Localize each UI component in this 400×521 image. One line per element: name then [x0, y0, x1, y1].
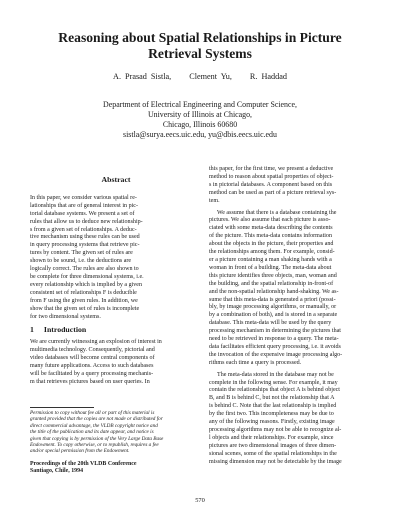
- body-line: the building, and the spatial relationship in-front-of: [209, 280, 334, 287]
- body-line: method can be used as part of a picture retrieval sys-: [209, 189, 337, 196]
- body-line: tem.: [209, 197, 220, 204]
- body-line: about the objects in the picture, their properties and: [209, 241, 334, 248]
- body-line: is behind C. Note that the last relationship is implied: [209, 403, 337, 410]
- body-line: s in pictorial databases. A component based on this: [209, 181, 333, 188]
- title-line-1: Reasoning about Spatial Relationships in Picture: [58, 30, 342, 45]
- affiliation-line-1: Department of Electrical Engineering and Computer Science,: [103, 100, 297, 109]
- intro-line: many future applications. Access to such databases: [30, 363, 154, 370]
- abstract-line: for two dimensional systems.: [30, 313, 101, 320]
- abstract-line: from F using the given rules. In addition, we: [30, 297, 138, 304]
- body-line: this paper, for the first time, we present a deductive: [209, 166, 334, 172]
- permission-footnote: [30, 410, 202, 455]
- body-line: sional scenes, some of the spatial relationships in the: [209, 450, 337, 457]
- abstract-line: rules that allow us to deduce new relationship-: [30, 218, 143, 225]
- intro-line: video databases will become central components of: [30, 355, 155, 362]
- body-line: The meta-data stored in the database may not be: [217, 371, 334, 378]
- body-line: ciated with some meta-data describing the contents: [209, 225, 333, 232]
- author-2: Clement Yu,: [189, 72, 232, 81]
- body-line: pictures are two dimensional images of three dimen-: [209, 442, 337, 449]
- affiliation-email: sistla@surya.eecs.uic.edu, yu@dbis.eecs.uic.edu: [123, 130, 277, 139]
- footnote-line: and/or special permission from the Endowment.: [30, 448, 130, 455]
- body-line: this picture identifies three objects, man, woman and: [209, 272, 337, 279]
- abstract-line: show that the given set of rules is incomplete: [30, 305, 140, 312]
- right-paragraph-1: [209, 166, 379, 206]
- footnote-line: the title of the publication and its date appear, and notice is: [30, 429, 154, 436]
- proceedings-line-2: Santiago, Chile, 1994: [30, 468, 84, 475]
- abstract-line: be complete for three dimensional systems, i.e.: [30, 273, 144, 280]
- body-line: by a combination of both), and is stored in a separate: [209, 312, 338, 319]
- abstract-line: s from a given set of relationships. A deduc-: [30, 226, 137, 233]
- body-line: processing mechanism in determining the pictures that: [209, 328, 341, 335]
- footnote-line: Permission to copy without fee all or part of this material is: [30, 410, 155, 416]
- right-column: [209, 166, 379, 467]
- affiliation-line-2: University of Illinois at Chicago,: [147, 110, 253, 119]
- body-line: missing dimension may not be detectable by the image: [209, 458, 342, 465]
- abstract-line: shown to be sound, i.e. the deductions are: [30, 258, 132, 265]
- body-line: B, and B is behind C, but not the relationship that A: [209, 395, 335, 402]
- body-line: woman in front of a building. The meta-data about: [209, 264, 332, 271]
- body-line: need to be retrieved in response to a query. The meta-: [209, 336, 339, 343]
- body-line: pictures. We also assume that each picture is asso-: [209, 217, 331, 224]
- abstract-body: [30, 195, 202, 322]
- body-line: data facilitates efficient query processing, i.e. it avoids: [209, 343, 341, 350]
- body-line: processing algorithms may not be able to recognize al-: [209, 427, 342, 433]
- right-paragraph-3: [209, 372, 379, 467]
- body-line: the invocation of the expensive image processing algo-: [209, 351, 343, 358]
- abstract-line: torial database systems. We present a set of: [30, 210, 135, 217]
- abstract-line: lationships that are of general interest in pic-: [30, 202, 138, 209]
- abstract-line: In this paper, we consider various spatial re-: [30, 194, 137, 201]
- footnote-line: granted provided that the copies are not made or distributed for: [30, 416, 163, 423]
- abstract-line: in query processing systems that retrieve pic-: [30, 242, 140, 249]
- title-line-2: Retrieval Systems: [148, 46, 252, 61]
- abstract-line: tive mechanism using these rules can be used: [30, 234, 140, 241]
- body-line: l objects and their relationships. For example, since: [209, 434, 334, 441]
- body-line: sume that this meta-data is generated a priori (possi-: [209, 296, 336, 303]
- affiliation: [0, 100, 400, 140]
- body-line: rithms each time a query is processed.: [209, 359, 302, 366]
- body-line: any of the following reasons. Firstly, existing image: [209, 419, 335, 426]
- section-number: 1: [30, 325, 34, 335]
- body-line: of the picture. This meta-data contains information: [209, 233, 332, 240]
- body-line: complete in the following sense. For example, it may: [209, 379, 338, 386]
- right-paragraph-2: [209, 210, 379, 368]
- affiliation-line-3: Chicago, Illinois 60680: [162, 120, 238, 129]
- footnote-line: direct commercial advantage, the VLDB copyright notice and: [30, 422, 158, 429]
- paper-title: [0, 30, 400, 62]
- section-title: Introduction: [43, 325, 87, 335]
- author-list: [0, 72, 400, 81]
- abstract-line: tures by content. The given set of rules are: [30, 250, 133, 257]
- left-column: [30, 176, 202, 387]
- intro-line: m that retrieves pictures based on user queries. In: [30, 378, 150, 385]
- author-1: A. Prasad Sistla,: [113, 72, 172, 81]
- body-line: contain the relationships that object A is behind object: [209, 387, 340, 394]
- abstract-line: every relationship which is implied by a given: [30, 281, 143, 288]
- abstract-heading: Abstract: [101, 175, 131, 184]
- footnote-line: Endowment. To copy otherwise, or to republish, requires a fee: [30, 442, 159, 449]
- page-number: 570: [195, 497, 205, 504]
- body-line: and the non-spatial relationship hand-shaking. We as-: [209, 288, 339, 295]
- body-line: the relationships among them. For example, consid-: [209, 249, 335, 256]
- intro-line: We are currently witnessing an explosion of interest in: [30, 339, 162, 346]
- introduction-body: [30, 339, 202, 386]
- intro-line: multimedia technology. Consequently, pictorial and: [30, 347, 155, 354]
- body-line: bly, by image processing algorithms, or manually, or: [209, 304, 337, 311]
- body-line: by the first two. This incompleteness may be due to: [209, 411, 334, 418]
- author-3: R. Haddad: [249, 72, 287, 81]
- abstract-line: consistent set of relationships F is deducible: [30, 289, 137, 296]
- abstract-line: logically correct. The rules are also shown to: [30, 266, 139, 273]
- footnote-line: given that copying is by permission of the Very Large Data Base: [30, 435, 164, 442]
- proceedings-line-1: Proceedings of the 20th VLDB Conference: [30, 461, 137, 467]
- section-heading-introduction: [30, 326, 202, 334]
- body-line: database. This meta-data will be used by the query: [209, 320, 332, 327]
- footnote-divider: [30, 407, 94, 408]
- body-line: method to reason about spatial properties of object-: [209, 173, 334, 180]
- intro-line: will be facilitated by a query processing mechanis-: [30, 370, 154, 377]
- body-line: We assume that there is a database containing the: [217, 209, 337, 216]
- proceedings-note: [30, 461, 137, 475]
- body-line: er a picture containing a man shaking hands with a: [209, 256, 332, 263]
